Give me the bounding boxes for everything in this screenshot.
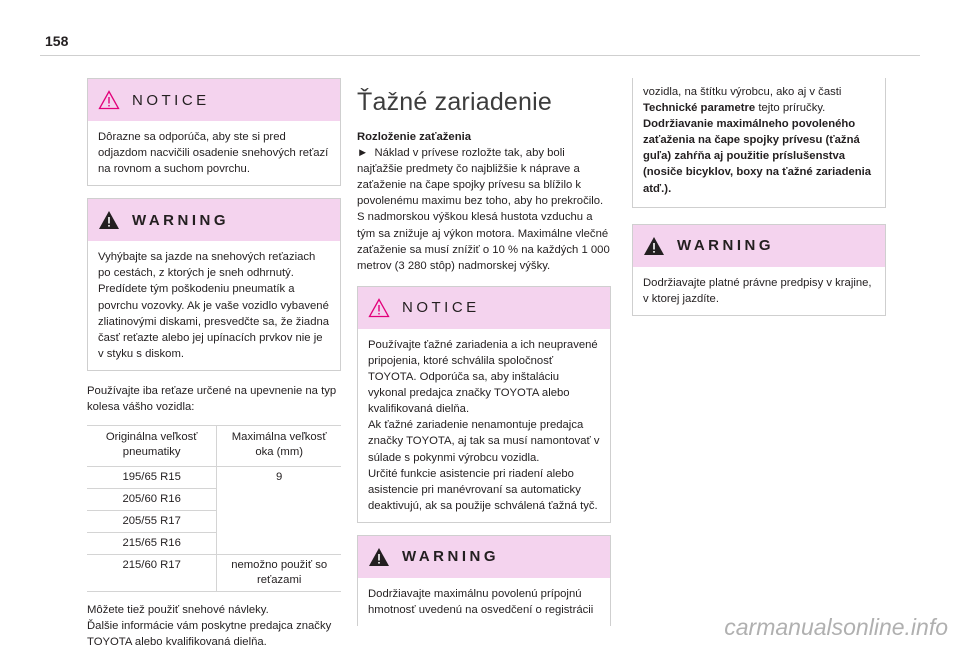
notice-paragraph: Používajte ťažné zariadenia a ich neupravené pripojenia, ktoré schválila spoločnosť TOYOTA. Odporúča sa, aby inštaláciu vykonal predajca značky TOYOTA alebo kvalifikovaná dielňa. bbox=[368, 338, 598, 416]
table-header-link-size: Maximálna veľkosť oka (mm) bbox=[217, 426, 341, 467]
warning-continuation: vozidla, na štítku výrobcu, ako aj v časti Technické parametre tejto príručky. Dodržiavanie maximálneho povoleného zaťaženia na čape spojky prívesu (ťažná guľa) zahŕňa aj použitie príslušenstva (nosiče bicyklov, boxy na ťažné zariadenia atď.). bbox=[632, 78, 886, 208]
top-rule bbox=[40, 55, 920, 56]
technical-parameters-ref: Technické parametre bbox=[643, 102, 756, 115]
chains-intro: Používajte iba reťaze určené na upevnenie na typ kolesa vášho vozidla: bbox=[87, 384, 337, 414]
table-cell-tire: 205/60 R16 bbox=[122, 493, 181, 506]
notice-body: Dôrazne sa odporúča, aby ste si pred odjazdom nacvičili osadenie snehových reťazí na rovnom a suchom povrchu. bbox=[98, 131, 329, 176]
table-cell-link-size: nemožno použiť so reťazami bbox=[217, 555, 341, 592]
warning-body: Vyhýbajte sa jazde na snehových reťaziach po cestách, z ktorých je sneh odhrnutý. Predídete tým poškodeniu pneumatík a povrchu vozovky. Ak je vaše vozidlo vybavené zliatinovými diskami, presvedčte sa, že žiadna časť reťazte alebo jej upínacích prvkov nie je v styku s diskom. bbox=[98, 251, 330, 360]
table-header-tire-size: Originálna veľkosť pneumatiky bbox=[105, 431, 198, 459]
section-heading: Ťažné zariadenie bbox=[357, 88, 552, 116]
warning-triangle-icon bbox=[368, 547, 390, 567]
notice-header bbox=[358, 287, 610, 329]
table-cell-tire: 215/60 R17 bbox=[122, 559, 181, 572]
notice-paragraph: Ak ťažné zariadenie nenamontuje predajca značky TOYOTA, aj tak sa musí namontovať v súlade s pokynmi výrobcu vozidla. bbox=[368, 419, 600, 464]
warning-box bbox=[87, 198, 341, 371]
warning-body: Dodržiavajte platné právne predpisy v krajine, v ktorej jazdíte. bbox=[643, 276, 872, 305]
notice-body bbox=[358, 329, 610, 522]
column-middle bbox=[357, 78, 611, 626]
tire-chain-table bbox=[87, 425, 341, 592]
towball-load-note: Dodržiavanie maximálneho povoleného zaťaženia na čape spojky prívesu (ťažná guľa) zahŕňa aj použitie príslušenstva (nosiče bicyklov, boxy na ťažné zariadenia atď.). bbox=[643, 118, 872, 195]
load-distribution-text: ► Náklad v prívese rozložte tak, aby boli najťažšie predmety čo najbližšie k náprave a zaťaženie na čape spojky prívesu sa blížilo k povolenému maximu bez toho, aby ho prekročilo. bbox=[357, 147, 604, 208]
warning-title: WARNING bbox=[677, 237, 774, 255]
notice-title: NOTICE bbox=[132, 91, 210, 109]
notice-box bbox=[87, 78, 341, 186]
table-row bbox=[87, 555, 341, 592]
column-right bbox=[632, 78, 886, 328]
bullet-icon: ► bbox=[357, 147, 369, 160]
warning-box bbox=[357, 535, 611, 626]
table-cell-link-size: 9 bbox=[217, 467, 341, 555]
table-cell-tire: 215/65 R16 bbox=[122, 537, 181, 550]
table-cell-tire: 195/65 R15 bbox=[122, 471, 181, 484]
notice-header bbox=[88, 79, 340, 121]
table-cell-tire: 205/55 R17 bbox=[122, 515, 181, 528]
notice-triangle-icon bbox=[368, 298, 390, 318]
warning-triangle-icon bbox=[643, 236, 665, 256]
warning-triangle-icon bbox=[98, 210, 120, 230]
warning-title: WARNING bbox=[132, 211, 229, 229]
warning-header bbox=[633, 225, 885, 267]
dealer-note: Ďalšie informácie vám poskytne predajca značky TOYOTA alebo kvalifikovaná dielňa. bbox=[87, 620, 332, 649]
watermark: carmanualsonline.info bbox=[724, 614, 948, 640]
column-left bbox=[87, 78, 341, 650]
table-header-row bbox=[87, 426, 341, 467]
notice-triangle-icon bbox=[98, 90, 120, 110]
notice-box bbox=[357, 286, 611, 523]
warning-title: WARNING bbox=[402, 548, 499, 566]
altitude-text: S nadmorskou výškou klesá hustota vzduchu a tým sa znižuje aj výkon motora. Maximálne vlečné zaťaženie sa musí znížiť o 10 % na každých 1 000 metrov (3 280 stôp) nadmorskej výšky. bbox=[357, 211, 610, 272]
warning-box bbox=[632, 224, 886, 316]
warning-body: Dodržiavajte maximálnu povolenú prípojnú hmotnosť uvedenú na osvedčení o registrácii bbox=[368, 587, 594, 616]
page-number: 158 bbox=[45, 33, 69, 49]
subheading: Rozloženie zaťaženia bbox=[357, 131, 472, 143]
warning-header bbox=[88, 199, 340, 241]
notice-title: NOTICE bbox=[402, 299, 480, 317]
notice-paragraph: Určité funkcie asistencie pri riadení alebo asistencie pri manévrovaní sa automaticky deaktivujú, ak sa použije schválená ťažná tyč. bbox=[368, 467, 598, 512]
table-row bbox=[87, 467, 341, 489]
snow-socks-note: Môžete tiež použiť snehové návleky. bbox=[87, 604, 269, 617]
warning-header bbox=[358, 536, 610, 578]
